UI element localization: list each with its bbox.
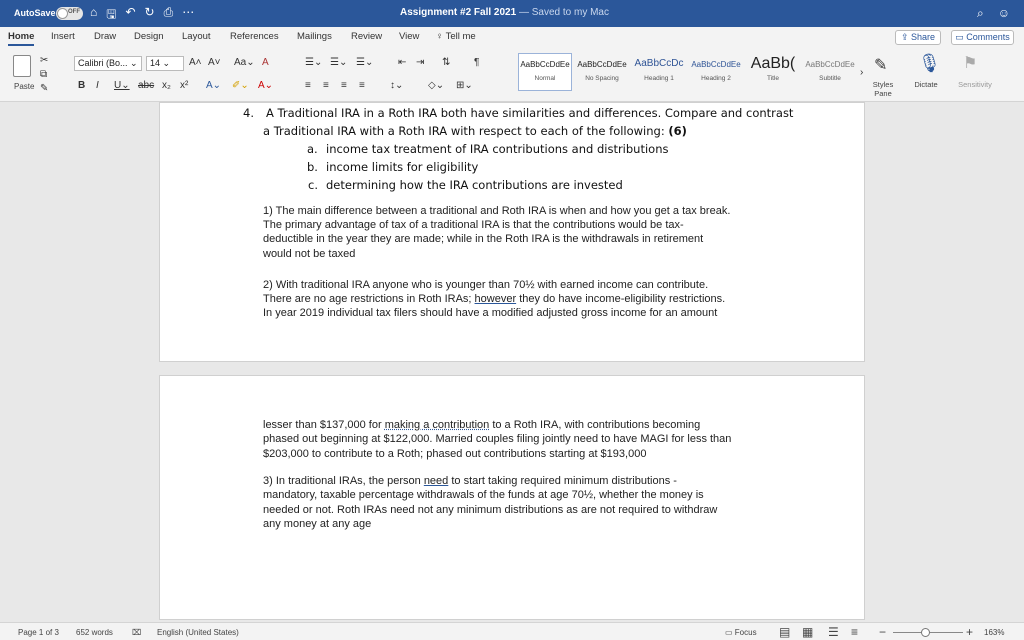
item-b-text: income limits for eligibility bbox=[326, 160, 479, 174]
share-icon: ⇪ bbox=[900, 32, 911, 42]
tab-view[interactable]: View bbox=[399, 31, 420, 42]
borders-icon[interactable]: ⊞⌄ bbox=[456, 80, 473, 91]
style-sample: AaBbCcDdEe bbox=[805, 60, 855, 69]
highlight-icon[interactable]: ✐⌄ bbox=[232, 80, 249, 91]
document-page-1[interactable] bbox=[159, 102, 865, 362]
tab-design[interactable]: Design bbox=[134, 31, 164, 42]
answer-2-cont-line: phased out beginning at $122,000. Married couples filing jointly need to have MAGI for less than bbox=[263, 433, 732, 445]
answer-1-line: deductible in the year they are made; while in the Roth IRA is the withdrawals in retirement bbox=[263, 233, 704, 245]
style-heading-2[interactable] bbox=[689, 53, 743, 91]
document-title bbox=[400, 7, 609, 18]
style-title[interactable] bbox=[746, 53, 800, 91]
more-icon[interactable]: ⋯ bbox=[182, 5, 195, 19]
answer-2-text: to a Roth IRA, with contributions becoming bbox=[492, 419, 701, 431]
answer-3-line: mandatory, taxable percentage withdrawals of the funds at age 70½, whether the money is bbox=[263, 489, 704, 501]
style-name: Subtitle bbox=[819, 75, 841, 82]
style-sample: AaBbCcDdEe bbox=[691, 60, 741, 69]
dictate-label[interactable]: Dictate bbox=[914, 80, 938, 89]
paste-label: Paste bbox=[14, 82, 35, 91]
chevron-right-icon[interactable]: › bbox=[860, 67, 864, 78]
item-a-label: a. bbox=[307, 142, 318, 156]
save-icon[interactable]: 🖫 bbox=[106, 7, 117, 21]
tell-me-label: Tell me bbox=[445, 31, 476, 42]
item-a-text: income tax treatment of IRA contributions and distributions bbox=[326, 142, 669, 156]
shrink-font-icon[interactable]: A˅ bbox=[208, 57, 221, 68]
style-subtitle[interactable] bbox=[803, 53, 857, 91]
styles-gallery bbox=[518, 53, 860, 91]
answer-1-line: would not be taxed bbox=[263, 248, 356, 260]
sensitivity-icon[interactable]: ⚑ bbox=[963, 55, 978, 72]
shading-icon[interactable]: ◇⌄ bbox=[428, 80, 445, 91]
answer-1-line: The primary advantage of tax of a traditional IRA is that the contributions would be tax- bbox=[263, 219, 684, 231]
style-name: Normal bbox=[534, 75, 556, 82]
pilcrow-icon[interactable]: ¶ bbox=[474, 57, 480, 68]
answer-2-text: lesser than $137,000 for bbox=[263, 419, 382, 431]
zoom-out-icon[interactable]: − bbox=[879, 625, 887, 639]
question-number: 4. bbox=[243, 106, 254, 120]
tab-layout[interactable]: Layout bbox=[182, 31, 211, 42]
word-count[interactable]: 652 words bbox=[76, 628, 113, 637]
styles-pane-icon[interactable]: ✎ bbox=[874, 57, 888, 74]
zoom-in-icon[interactable]: + bbox=[966, 625, 974, 639]
draft-icon[interactable]: ≡ bbox=[851, 625, 859, 639]
increase-indent-icon[interactable]: ⇥ bbox=[416, 57, 425, 68]
status-bar bbox=[0, 622, 1024, 640]
account-icon[interactable]: ☺ bbox=[997, 6, 1010, 20]
line-spacing-icon[interactable]: ↕⌄ bbox=[390, 80, 404, 91]
comment-icon: ▭ bbox=[955, 32, 967, 42]
style-sample: AaBbCcDc bbox=[634, 58, 684, 69]
focus-icon: ▭ bbox=[725, 628, 735, 637]
tab-insert[interactable]: Insert bbox=[51, 31, 75, 42]
question-line-2 bbox=[263, 124, 687, 138]
doc-title-text: Assignment #2 Fall 2021 bbox=[400, 7, 517, 18]
styles-pane-label[interactable]: Styles Pane bbox=[872, 80, 894, 98]
page-count[interactable]: Page 1 of 3 bbox=[18, 628, 59, 637]
answer-2-cont-line: $203,000 to contribute to a Roth; phased out contributions starting at $193,000 bbox=[263, 448, 647, 460]
underline-icon[interactable]: U⌄ bbox=[114, 80, 130, 91]
undo-icon[interactable]: ↶ bbox=[125, 5, 136, 19]
grow-font-icon[interactable]: A˄ bbox=[189, 57, 202, 68]
tab-draw[interactable]: Draw bbox=[94, 31, 117, 42]
outline-icon[interactable]: ☰ bbox=[828, 625, 839, 639]
align-center-icon[interactable]: ≡ bbox=[323, 80, 329, 91]
comments-label: Comments bbox=[966, 32, 1010, 42]
print-layout-icon[interactable]: ▤ bbox=[779, 625, 791, 639]
ribbon bbox=[0, 47, 1024, 102]
answer-2-line: In year 2019 individual tax filers should have a modified adjusted gross income for an amount bbox=[263, 307, 718, 319]
grammar-flag[interactable]: making a contribution bbox=[384, 419, 490, 431]
answer-3-text: to start taking required minimum distributions - bbox=[451, 475, 677, 487]
font-size-value: 14 bbox=[150, 58, 161, 68]
language[interactable]: English (United States) bbox=[157, 628, 239, 637]
copy-icon[interactable]: ⧉ bbox=[40, 69, 48, 80]
bullets-icon[interactable]: ☰⌄ bbox=[305, 57, 323, 68]
search-icon[interactable]: ⌕ bbox=[977, 6, 984, 20]
item-c-text: determining how the IRA contributions are invested bbox=[326, 178, 623, 192]
style-name: Heading 2 bbox=[701, 75, 731, 82]
tab-home[interactable]: Home bbox=[8, 31, 34, 46]
paste-icon[interactable] bbox=[13, 55, 31, 77]
answer-2-line: 2) With traditional IRA anyone who is younger than 70½ with earned income can contribute. bbox=[263, 279, 709, 291]
numbering-icon[interactable]: ☰⌄ bbox=[330, 57, 348, 68]
item-b-label: b. bbox=[307, 160, 318, 174]
question-line-1: A Traditional IRA in a Roth IRA both have similarities and differences. Compare and contrast bbox=[266, 106, 794, 120]
style-name: Title bbox=[766, 75, 780, 82]
autosave-label: AutoSave bbox=[14, 8, 56, 18]
answer-2-text: There are no age restrictions in Roth IRAs; bbox=[263, 293, 472, 305]
italic-icon[interactable]: I bbox=[96, 80, 99, 91]
font-color-icon[interactable]: A⌄ bbox=[258, 80, 274, 91]
answer-2-cont-line bbox=[263, 418, 700, 433]
decrease-indent-icon[interactable]: ⇤ bbox=[398, 57, 407, 68]
format-painter-icon[interactable]: ✎ bbox=[40, 83, 49, 94]
title-bar bbox=[0, 0, 1024, 27]
redo-icon[interactable]: ↻ bbox=[144, 5, 155, 19]
justify-icon[interactable]: ≡ bbox=[359, 80, 365, 91]
superscript-icon[interactable]: x² bbox=[180, 80, 189, 91]
question-points: (6) bbox=[668, 124, 687, 138]
style-no-spacing[interactable] bbox=[575, 53, 629, 91]
lightbulb-icon: ♀ bbox=[436, 31, 446, 42]
sensitivity-label[interactable]: Sensitivity bbox=[958, 80, 992, 89]
strikethrough-icon[interactable]: abc bbox=[138, 80, 155, 91]
zoom-slider-knob[interactable] bbox=[921, 628, 930, 637]
quick-access-toolbar bbox=[90, 5, 194, 26]
autosave-toggle[interactable] bbox=[56, 7, 83, 20]
style-heading-1[interactable] bbox=[632, 53, 686, 91]
document-page-2[interactable] bbox=[159, 375, 865, 620]
style-sample: AaBb( bbox=[750, 55, 796, 72]
tab-references[interactable]: References bbox=[230, 31, 279, 42]
answer-3-line: needed or not. Roth IRAs need not any minimum distributions as are not required to withdraw bbox=[263, 504, 718, 516]
titlebar-right bbox=[977, 6, 1010, 21]
proofing-icon[interactable]: ⌧ bbox=[132, 628, 142, 637]
share-label: Share bbox=[911, 32, 936, 42]
comments-button[interactable] bbox=[951, 30, 1014, 45]
answer-2-text: they do have income-eligibility restrictions. bbox=[519, 293, 726, 305]
home-icon[interactable]: ⌂ bbox=[90, 5, 98, 19]
share-button[interactable] bbox=[895, 30, 941, 45]
style-name: No Spacing bbox=[585, 75, 619, 82]
cut-icon[interactable]: ✂ bbox=[40, 55, 49, 66]
grammar-flag[interactable]: however bbox=[474, 293, 517, 305]
grammar-flag[interactable]: need bbox=[423, 475, 449, 487]
style-normal[interactable] bbox=[518, 53, 572, 91]
tell-me-input[interactable] bbox=[436, 31, 476, 42]
align-left-icon[interactable]: ≡ bbox=[305, 80, 311, 91]
item-c-label: c. bbox=[308, 178, 318, 192]
style-sample: AaBbCcDdEe bbox=[520, 60, 570, 69]
font-size-select[interactable]: 14 ⌄ bbox=[146, 56, 184, 71]
font-name-select[interactable]: Calibri (Bo... ⌄ bbox=[74, 56, 142, 71]
tab-mailings[interactable]: Mailings bbox=[297, 31, 332, 42]
toggle-knob bbox=[57, 8, 68, 19]
clear-formatting-icon[interactable]: A bbox=[262, 57, 269, 68]
zoom-level[interactable]: 163% bbox=[984, 628, 1005, 637]
answer-3-line: any money at any age bbox=[263, 518, 372, 530]
web-layout-icon[interactable]: ▦ bbox=[802, 625, 814, 639]
answer-3-line bbox=[263, 474, 677, 489]
question-text: a Traditional IRA with a Roth IRA with respect to each of the following: bbox=[263, 124, 665, 138]
bold-icon[interactable]: B bbox=[78, 80, 86, 91]
answer-2-line bbox=[263, 292, 725, 307]
change-case-icon[interactable]: Aa⌄ bbox=[234, 57, 255, 68]
microphone-icon[interactable]: 🎙 bbox=[918, 53, 941, 73]
ribbon-tabs bbox=[0, 27, 1024, 47]
answer-3-text: 3) In traditional IRAs, the person bbox=[263, 475, 421, 487]
focus-label: Focus bbox=[734, 628, 757, 637]
save-status: — Saved to my Mac bbox=[518, 7, 609, 18]
print-icon[interactable]: ⎙ bbox=[163, 5, 174, 19]
style-sample: AaBbCcDdEe bbox=[577, 60, 627, 69]
text-effects-icon[interactable]: A⌄ bbox=[206, 80, 222, 91]
autosave-state: OFF bbox=[68, 9, 80, 15]
multilevel-list-icon[interactable]: ☰⌄ bbox=[356, 57, 374, 68]
font-name-value: Calibri (Bo... bbox=[78, 58, 128, 68]
focus-button[interactable] bbox=[725, 628, 757, 637]
sort-icon[interactable]: ⇅ bbox=[442, 57, 451, 68]
style-name: Heading 1 bbox=[644, 75, 674, 82]
tab-review[interactable]: Review bbox=[351, 31, 383, 42]
answer-1-line: 1) The main difference between a traditional and Roth IRA is when and how you get a tax break. bbox=[263, 205, 731, 217]
align-right-icon[interactable]: ≡ bbox=[341, 80, 347, 91]
subscript-icon[interactable]: x₂ bbox=[162, 80, 171, 91]
